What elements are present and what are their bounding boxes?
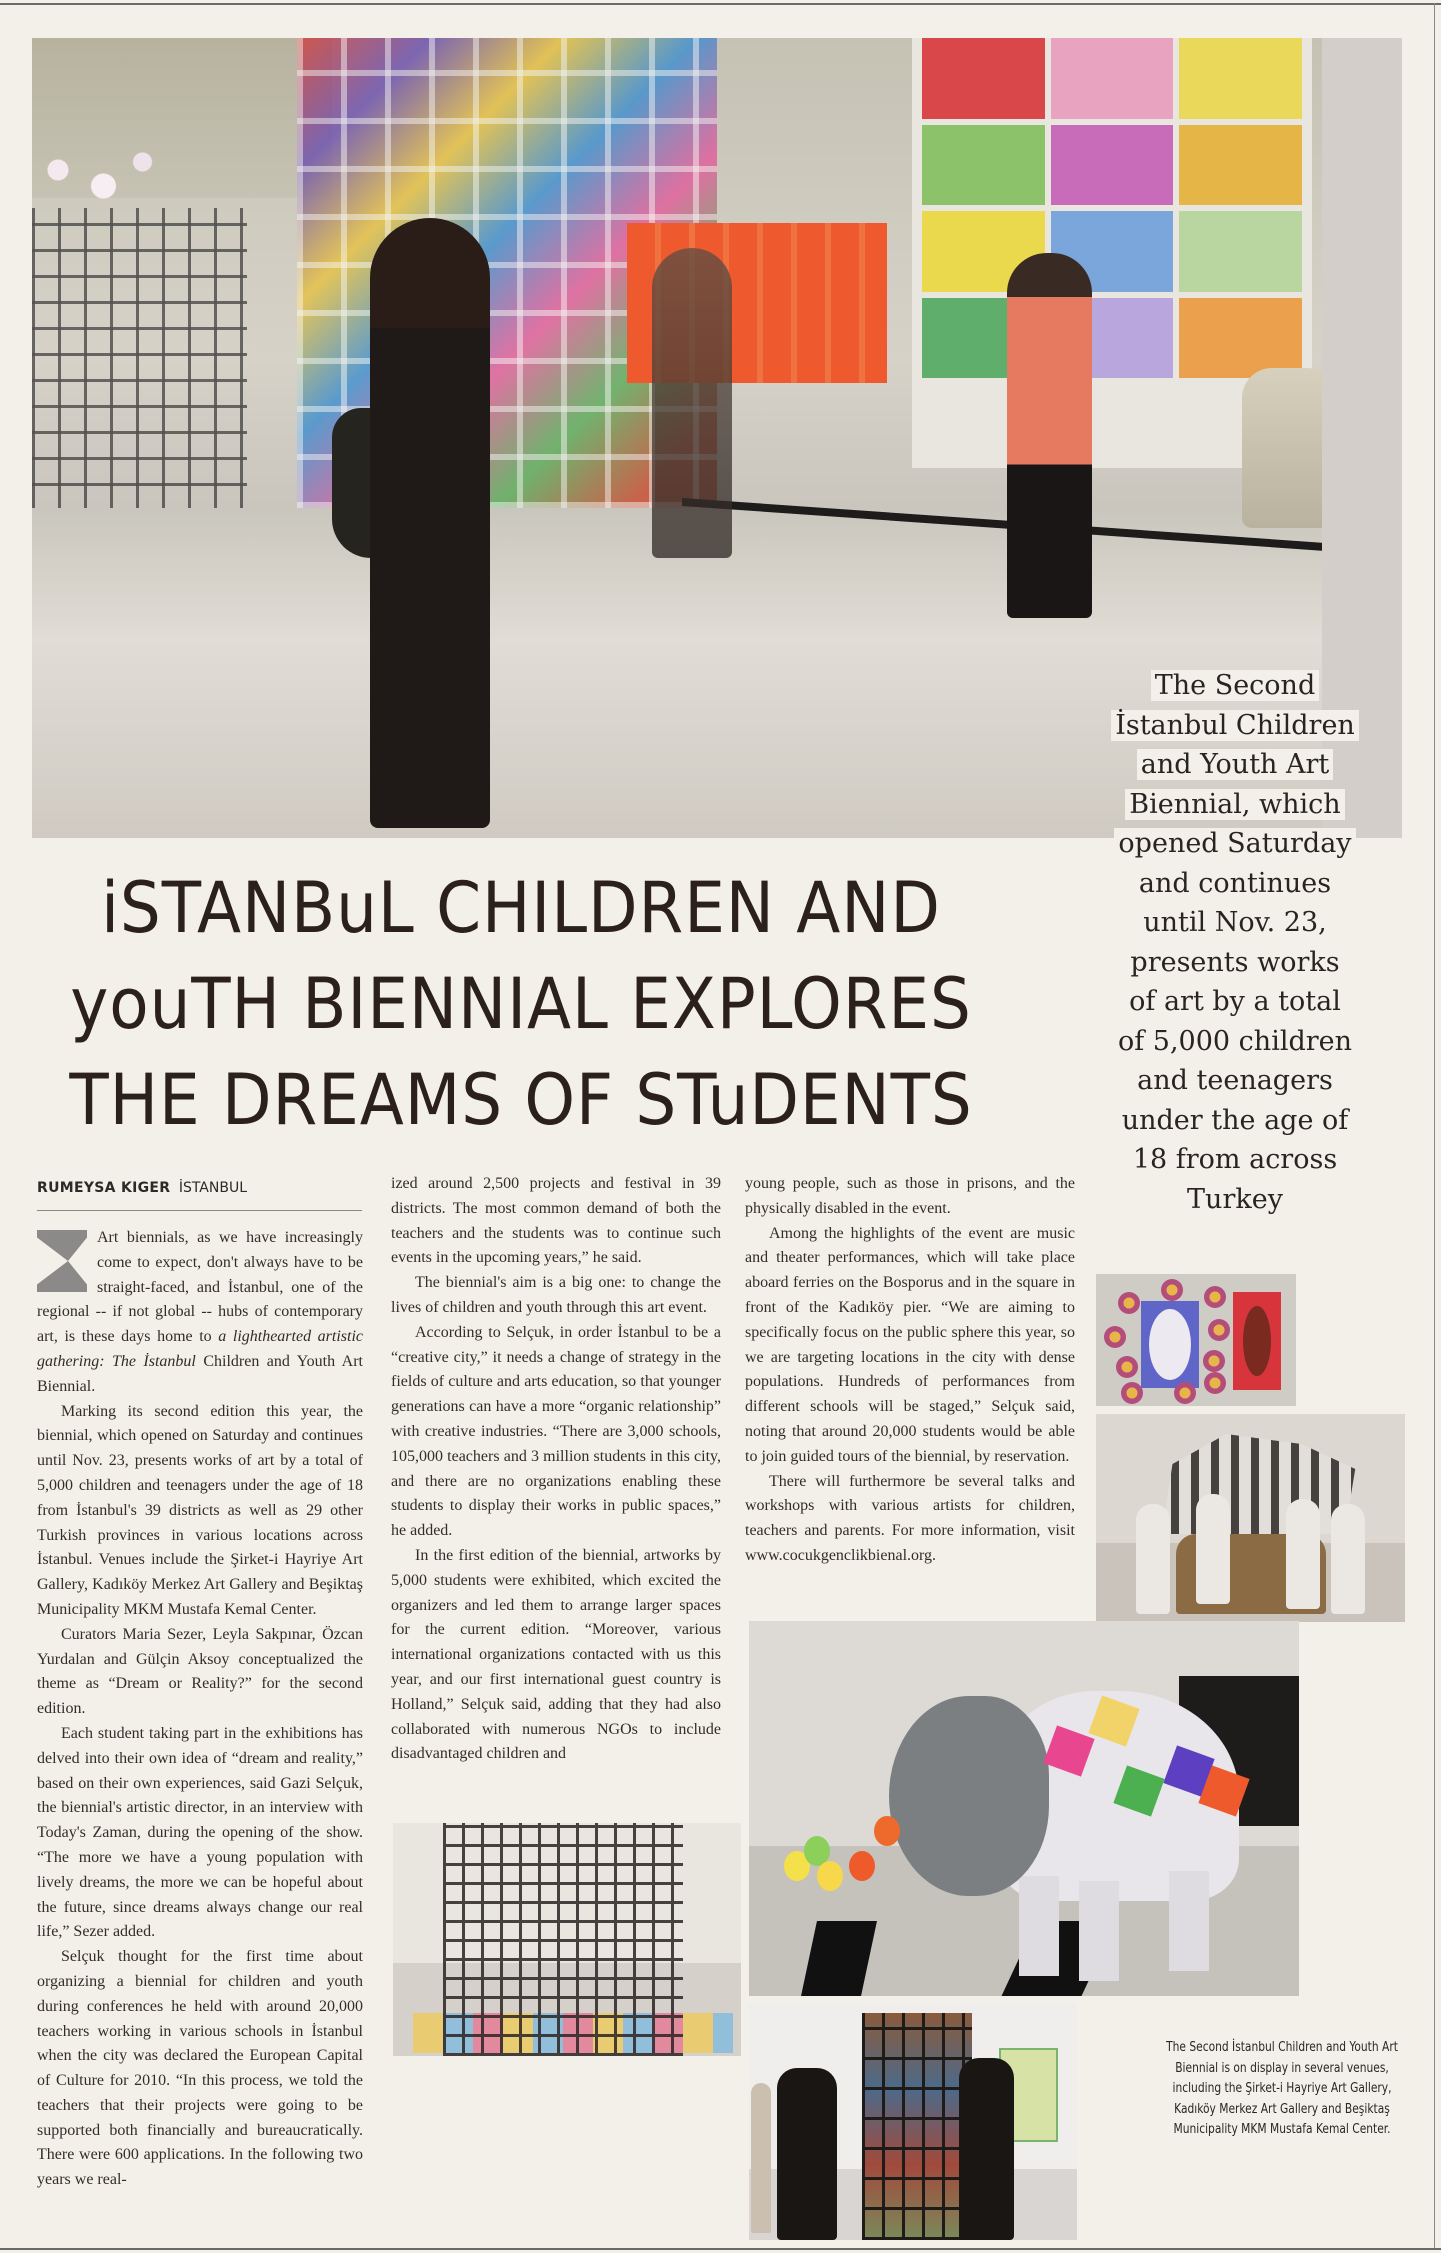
metal-grid-cage [443, 1823, 683, 2056]
page-right-rule [1434, 3, 1435, 2248]
painting [922, 38, 1045, 119]
body-paragraph: Each student taking part in the exhibitions has delved into their own idea of “dream and reality,” based on their own experiences, said Gazi Selçuk, the biennial's artistic director, in an interview with Today's Zaman, during the opening of the show. “The more we have a young population with lively dreams, the more we can be hopeful about the future, since dreams always change our real life,” Sezer added. [37, 1724, 363, 1941]
white-figure [1136, 1504, 1170, 1614]
painted-plate [1161, 1279, 1183, 1301]
floor-stripe [801, 1921, 877, 1996]
painted-plate [1204, 1286, 1226, 1308]
body-paragraph: Among the highlights of the event are music and theater performances, which will take place aboard ferries on the Bosporus and in the square in front of the Kadıköy pier. “We are aiming to specifically focus on the public sphere this year, so we are targeting locations in the city with dense populations. Hundreds of performances from different schools will be staged,” Selçuk said, noting that around 20,000 students would be able to join guided tours of the biennial, by reservation. [745, 1224, 1075, 1465]
byline [37, 1180, 362, 1211]
painted-plate [1116, 1356, 1138, 1378]
painted-plate [1174, 1382, 1196, 1404]
body-paragraph: According to Selçuk, in order İstanbul to be a “creative city,” it needs a change of strategy in the fields of culture and arts education, so that younger generations can have a more “organic relationship” with creative industries. “There are 3,000 schools, 105,000 teachers and 3 million students in this city, and there are no organizations enabling these students to display their works in public spaces,” he added. [391, 1323, 721, 1540]
painted-plate [1104, 1326, 1126, 1348]
pull-quote-line: of 5,000 children [1114, 1026, 1356, 1057]
pull-quote-line: İstanbul Children [1111, 710, 1359, 741]
body-paragraph: Selçuk thought for the first time about organizing a biennial for children and youth during conferences he held with around 20,000 teachers working in various schools in İstanbul when the city was declared the European Capital of Culture for 2010. “In this process, we told the teachers that their projects were going to be supported both financially and bureaucratically. There were 600 applications. In the following two years we real- [37, 1948, 363, 2189]
blue-framed-artwork [1141, 1301, 1199, 1388]
body-paragraph: Curators Maria Sezer, Leyla Sakpınar, Özcan Yurdalan and Gülçin Aksoy conceptualized the theme as “Dream or Reality?” for the second edition. [37, 1625, 363, 1718]
balloon [817, 1861, 843, 1891]
elephant-leg [1019, 1876, 1059, 1976]
headline-line: THE DREAMS OF STuDENTS [69, 1059, 973, 1141]
grid-cage [32, 208, 247, 538]
pull-quote-line: presents works [1126, 947, 1343, 978]
pull-quote-line: of art by a total [1125, 986, 1345, 1017]
star-decorations [32, 138, 162, 218]
elephant-head [889, 1696, 1049, 1896]
painting [1179, 211, 1302, 292]
lead-italic-text: a lighthearted artistic gathering: The İstanbul [37, 1328, 364, 1370]
lead-end-text: Children and Youth Art Biennial. [37, 1352, 364, 1395]
continued-paragraph: ized around 2,500 projects and festival in 39 districts. The most common demand of both the teachers and the students was to continue such events in the upcoming years,” he said. [391, 1175, 721, 1267]
byline-location: İSTANBUL [178, 1180, 248, 1196]
painting [1051, 125, 1174, 206]
article-column-1 [37, 1226, 363, 2193]
pull-quote-line: until Nov. 23, [1139, 907, 1331, 938]
pull-quote-line: and teenagers [1133, 1065, 1337, 1096]
lead-chevron-icon [37, 1230, 87, 1292]
visitor [777, 2068, 837, 2240]
balloon [849, 1851, 875, 1881]
headline-line: youTH BIENNIAL EXPLORES [70, 963, 972, 1045]
paintings-grid [922, 38, 1302, 378]
visitor [751, 2083, 771, 2233]
elephant-sculpture-photo [749, 1621, 1299, 1996]
pull-quote-line: Biennial, which [1125, 789, 1344, 820]
pull-quote-line: under the age of [1118, 1105, 1353, 1136]
visitor-pink-coat [1007, 253, 1092, 618]
visitors-board-photo [749, 2003, 1077, 2240]
body-paragraph: Marking its second edition this year, the biennial, which opened on Saturday and continues until Nov. 23, presents works of art by a total of 5,000 children and teenagers under the age of 18 from İstanbul's 39 districts as well as 29 other Turkish provinces in various locations across İstanbul. Venues include the Şirket-i Hayriye Art Gallery, Kadıköy Merkez Art Gallery and Beşiktaş Municipality MKM Mustafa Kemal Center. [37, 1402, 363, 1618]
balloon [874, 1816, 900, 1846]
continued-paragraph: young people, such as those in prisons, and the physically disabled in the event. [745, 1175, 1075, 1217]
pull-quote-line: The Second [1151, 670, 1319, 701]
page-bottom-rule [0, 2248, 1441, 2250]
body-paragraph: In the first edition of the biennial, artworks by 5,000 students were exhibited, which excited the organizers and led them to arrange larger spaces for the current edition. “Moreover, various international organizations contacted with us this year, and our first international guest country is Holland,” Selçuk said, adding that they had also collaborated with numerous NGOs to include disadvantaged children and [391, 1546, 721, 1763]
photo-caption: The Second İstanbul Children and Youth Art Biennial is on display in several venues, including the Şirket-i Hayriye Art Gallery, Kadıköy Merkez Art Gallery and Beşiktaş Municipality MKM Mustafa Kemal Center. [1166, 2040, 1398, 2137]
headline-line: iSTANBuL CHILDREN AND [101, 867, 941, 949]
pull-quote [1104, 666, 1366, 1219]
pull-quote-line: opened Saturday [1114, 828, 1355, 859]
painting [1051, 38, 1174, 119]
painted-plate [1121, 1382, 1143, 1404]
painted-plate [1118, 1292, 1140, 1314]
article-column-2 [391, 1172, 721, 1767]
painted-plate [1208, 1319, 1230, 1341]
article-headline [38, 860, 1004, 1148]
pull-quote-line: Turkey [1183, 1184, 1287, 1215]
painting [922, 125, 1045, 206]
visitor-foreground [370, 218, 490, 828]
pull-quote-line: and continues [1135, 868, 1335, 899]
page-top-rule [0, 3, 1441, 5]
painted-plate [1203, 1350, 1225, 1372]
cage-installation-photo [393, 1823, 741, 2056]
article-column-3 [745, 1172, 1075, 1569]
elephant-leg [1169, 1871, 1209, 1971]
white-figure [1331, 1504, 1365, 1614]
white-figure [1196, 1494, 1230, 1604]
lead-text: Art biennials, as we have increasingly come to expect, don't always have to be straight-faced, and İstanbul, one of the regional -- if not global -- hubs of contemporary art, is these days home to [37, 1229, 363, 1346]
visitor [959, 2058, 1014, 2240]
body-paragraph: The biennial's aim is a big one: to change the lives of children and youth through this art event. [391, 1274, 721, 1316]
painting [1179, 298, 1302, 379]
painting [1179, 125, 1302, 206]
body-paragraph: There will furthermore be several talks and workshops with various artists for children, teachers and parents. For more information, visit www.cocukgenclikbienal.org. [745, 1472, 1075, 1564]
photo-board [862, 2013, 972, 2240]
plates-artwork-photo [1096, 1274, 1296, 1406]
byline-author: RUMEYSA KIGER [37, 1180, 171, 1196]
painting [1179, 38, 1302, 119]
white-figure [1286, 1499, 1320, 1609]
pull-quote-line: and Youth Art [1137, 749, 1334, 780]
table-sculpture-photo [1096, 1414, 1405, 1622]
pull-quote-line: 18 from across [1129, 1144, 1341, 1175]
elephant-leg [1079, 1881, 1119, 1981]
painted-plate [1204, 1372, 1226, 1394]
visitor-background [652, 248, 732, 558]
red-framed-artwork [1233, 1292, 1281, 1390]
lead-paragraph [37, 1226, 363, 1400]
